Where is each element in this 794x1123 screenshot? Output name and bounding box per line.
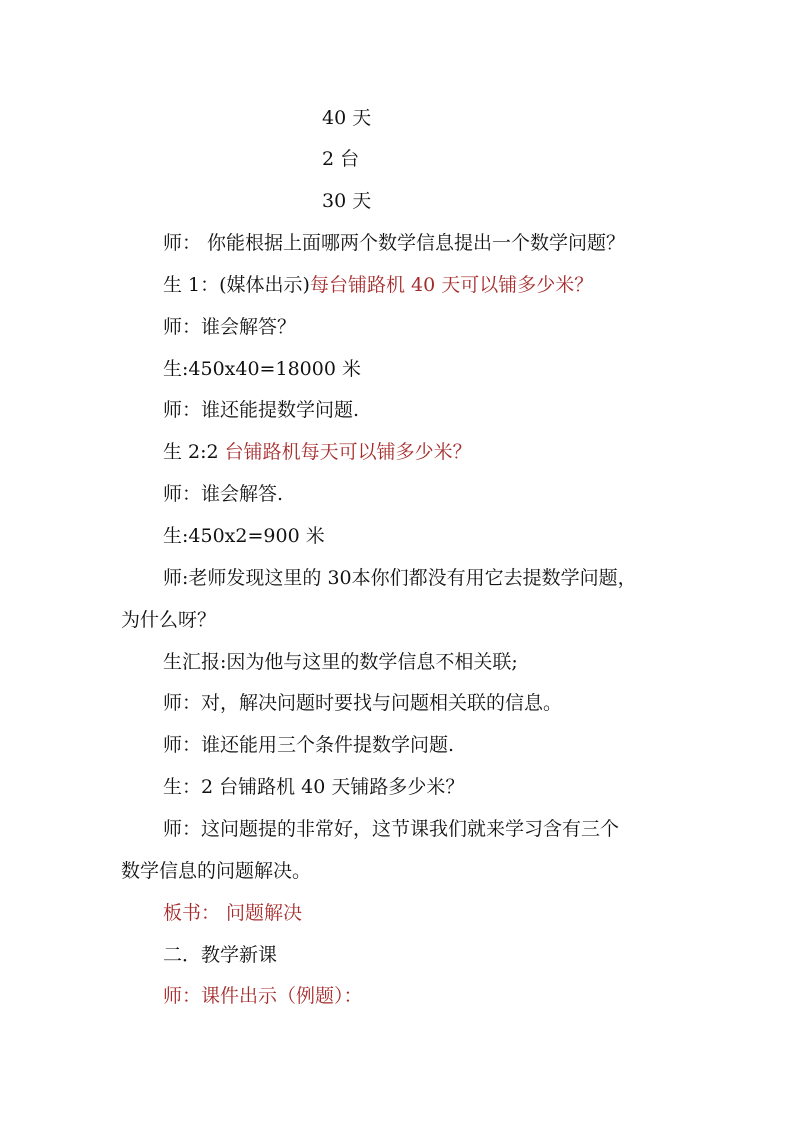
blackboard-title: 板书： 问题解决 [163,902,303,924]
dialogue-text: 师：谁还能用三个条件提数学问题. [163,734,455,756]
dialogue-text: 为什么呀？ [121,609,217,631]
teacher-line-continued [121,859,311,883]
student-line [163,440,472,464]
dialogue-text: 师：对，解决问题时要找与问题相关联的信息。 [163,692,563,714]
student-line [163,357,361,381]
dialogue-text: 生汇报:因为他与这里的数学信息不相关联; [163,651,518,673]
dialogue-text: 数学信息的问题解决。 [121,860,312,882]
highlighted-question: 每台铺路机 40 天可以铺多少米？ [309,274,594,296]
student-line [163,775,464,799]
teacher-line [163,733,454,757]
dialogue-text: 师：这问题提的非常好，这节课我们就来学习含有三个 [163,818,620,840]
dialogue-text: 师：谁会解答. [163,483,284,505]
dialogue-text: 师：谁还能提数学问题. [163,399,360,421]
student-line [163,650,518,674]
dialogue-text: 生：2 台铺路机 40 天铺路多少米？ [163,776,465,798]
dialogue-text: 生 1：(媒体出示) [163,274,310,296]
dialogue-text: 生 2:2 [163,441,225,463]
teacher-line [163,315,296,339]
teacher-line [163,566,637,590]
teacher-line [163,984,363,1008]
teacher-line-continued [121,608,216,632]
section-heading-text: 二．教学新课 [163,944,278,966]
teacher-line [163,482,283,506]
data-item-days-40: 40 天 [322,107,372,129]
teacher-line [163,398,359,422]
dialogue-text: 生:450x40=18000 米 [163,358,361,380]
blackboard-note [163,901,302,925]
data-item-machines-2: 2 台 [322,148,360,170]
courseware-instruction: 师：课件出示（例题）： [163,985,363,1007]
dialogue-text: 生:450x2=900 米 [163,525,325,547]
data-item-days-30: 30 天 [322,190,372,212]
teacher-line [163,691,562,715]
teacher-line [163,231,625,255]
dialogue-text: 师:老师发现这里的 30本你们都没有用它去提数学问题， [163,567,637,589]
dialogue-text: 师：谁会解答？ [163,316,297,338]
student-line [163,524,325,548]
highlighted-question: 台铺路机每天可以铺多少米？ [224,441,472,463]
section-heading [163,943,277,967]
teacher-line [163,817,619,841]
student-line [163,273,593,297]
dialogue-text: 师： 你能根据上面哪两个数学信息提出一个数学问题？ [163,232,626,254]
